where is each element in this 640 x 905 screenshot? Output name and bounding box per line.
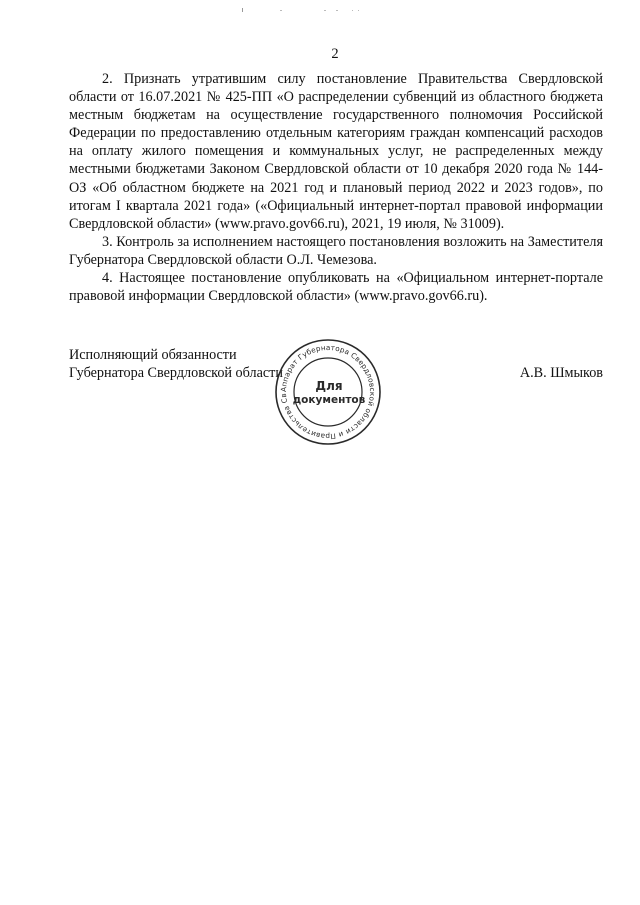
paragraph-4: 4. Настоящее постановление опубликовать на «Официальном интернет-портале правовой информации Свердловской области» (www.pravo.gov66.ru). [69, 270, 603, 305]
scan-artifacts [240, 2, 380, 12]
position-line-2: Губернатора Свердловской области [69, 365, 283, 382]
stamp-ring-text: Аппарат Губернатора Свердловской области и Правительства Св [278, 342, 378, 442]
paragraph-3: 3. Контроль за исполнением настоящего постановления возложить на Заместителя Губернатора Свердловской области О.Л. Чемезова. [69, 233, 603, 268]
official-stamp [273, 337, 383, 447]
page-number: 2 [331, 46, 339, 62]
document-body [69, 70, 603, 305]
stamp-center-line-1: Для [315, 379, 343, 393]
stamp-center-line-2: документов [292, 394, 366, 406]
position-line-1: Исполняющий обязанности [69, 347, 237, 363]
signatory-name: А.В. Шмыков [519, 365, 603, 381]
signatory-position [69, 346, 283, 382]
paragraph-2: 2. Признать утратившим силу постановление Правительства Свердловской области от 16.07.2021 № 425-ПП «О распределении субвенций из областного бюджета местным бюджетам на осуществление государственного полномочия Российской Федерации по предоставлению отдельным категориям граждан компенсаций расходов на оплату жилого помещения и коммунальных услуг, не распределенных между местными бюджетами Законом Свердловской области от 10 декабря 2020 года № 144-ОЗ «Об областном бюджете на 2021 год и плановый период 2022 и 2023 годов», по итогам I квартала 2021 года» («Официальный интернет-портал правовой информации Свердловской области» (www.pravo.gov66.ru), 2021, 19 июля, № 31009). [69, 71, 603, 232]
